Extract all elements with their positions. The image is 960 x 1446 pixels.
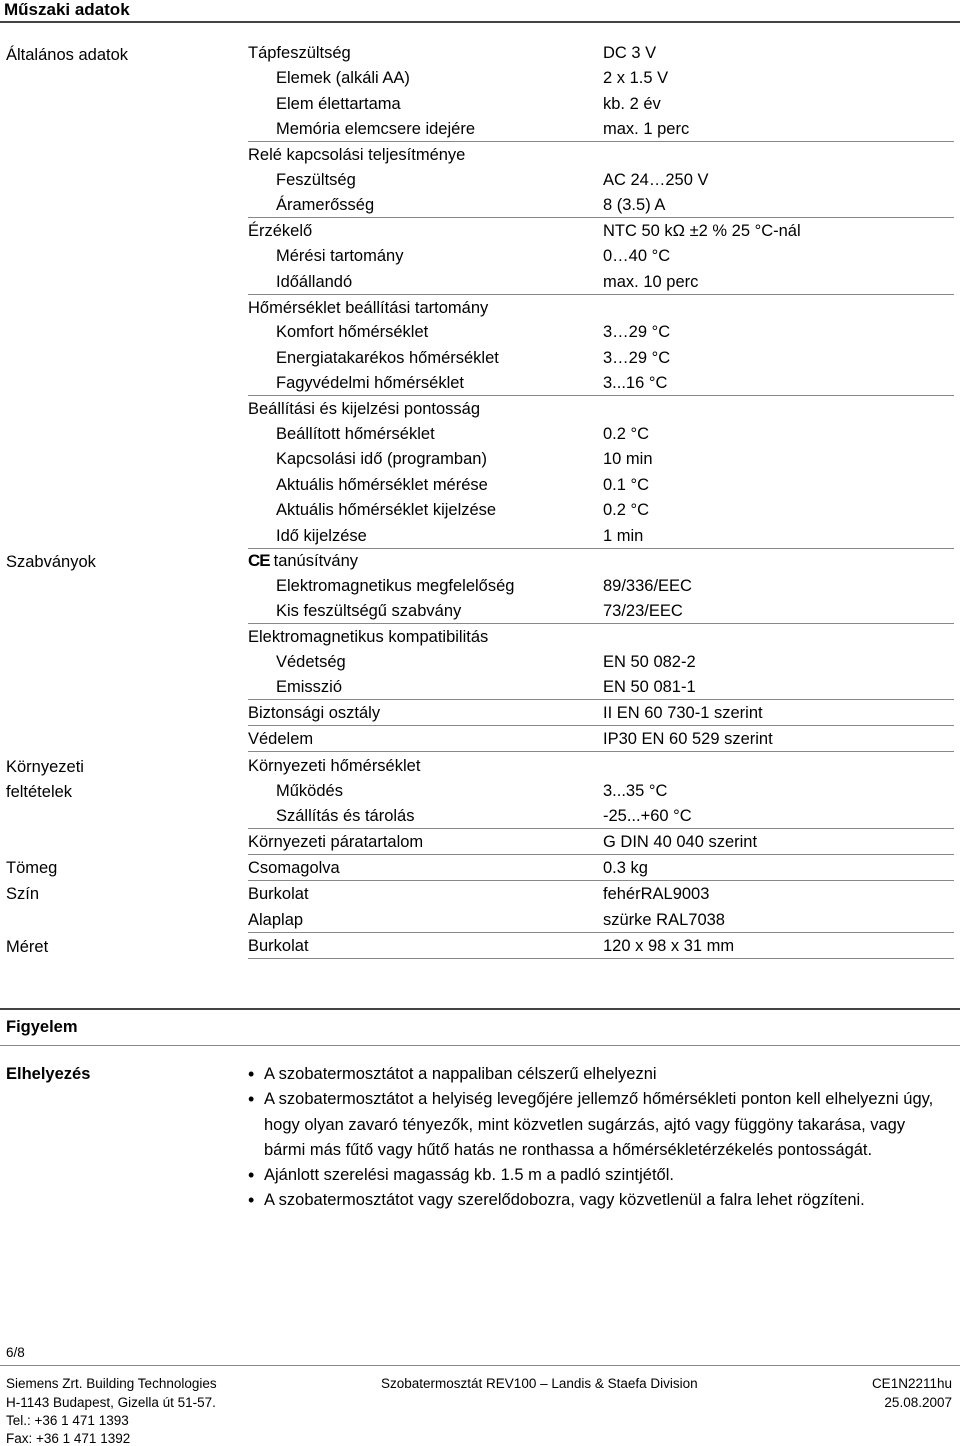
spec-label: Beállítási és kijelzési pontosság	[248, 400, 481, 418]
spec-label: Elemek (alkáli AA)	[276, 69, 410, 87]
list-item: • A szobatermosztátot vagy szerelődobozra, vagy közvetlenül a falra lehet rögzíteni.	[248, 1188, 948, 1213]
spec-label: Mérési tartomány	[276, 247, 404, 265]
footer-doc-id: CE1N2211hu	[871, 1376, 952, 1391]
footer-fax: Fax: +36 1 471 1392	[6, 1431, 131, 1446]
spec-value: 8 (3.5) A	[603, 196, 666, 214]
spec-label: Tápfeszültség	[248, 44, 351, 62]
spec-value: EN 50 082-2	[603, 653, 696, 671]
spec-value: IP30 EN 60 529 szerint	[603, 730, 773, 748]
spec-label: Burkolat	[248, 885, 309, 903]
spec-value: AC 24…250 V	[603, 171, 709, 189]
spec-value: EN 50 081-1	[603, 678, 696, 696]
row-divider	[248, 854, 954, 855]
page-title: Műszaki adatok	[4, 0, 130, 19]
spec-label: Időállandó	[276, 273, 353, 291]
section-general: Általános adatok	[6, 46, 129, 64]
spec-value: fehérRAL9003	[603, 885, 710, 903]
spec-label: Aktuális hőmérséklet kijelzése	[276, 501, 497, 519]
row-divider	[248, 725, 954, 726]
spec-label: Működés	[276, 782, 343, 800]
spec-value: 0.2 °C	[603, 501, 650, 519]
page-number: 6/8	[6, 1345, 25, 1360]
row-divider	[248, 623, 954, 624]
attention-divider	[0, 1045, 960, 1046]
spec-label: Beállított hőmérséklet	[276, 425, 435, 443]
row-divider	[248, 932, 954, 933]
footer-product: Szobatermosztát REV100 – Landis & Staefa Division	[381, 1376, 698, 1391]
spec-value: 0.2 °C	[603, 425, 650, 443]
row-divider	[248, 395, 954, 396]
spec-value: max. 1 perc	[603, 120, 690, 138]
spec-label: Memória elemcsere idejére	[276, 120, 475, 138]
spec-label: Komfort hőmérséklet	[276, 323, 429, 341]
spec-label: Relé kapcsolási teljesítménye	[248, 146, 466, 164]
section-color: Szín	[6, 885, 40, 903]
spec-value: -25...+60 °C	[603, 807, 692, 825]
spec-value: 0…40 °C	[603, 247, 671, 265]
spec-label: Burkolat	[248, 937, 309, 955]
spec-value: 3...35 °C	[603, 782, 668, 800]
section-environment-2: feltételek	[6, 783, 73, 801]
ce-mark-icon: CE	[248, 551, 270, 570]
placement-list	[248, 1062, 948, 1214]
spec-value: G DIN 40 040 szerint	[603, 833, 758, 851]
spec-label: Kapcsolási idő (programban)	[276, 450, 487, 468]
spec-value: max. 10 perc	[603, 273, 699, 291]
footer-tel: Tel.: +36 1 471 1393	[6, 1413, 129, 1428]
spec-value: kb. 2 év	[603, 95, 661, 113]
spec-value: 2 x 1.5 V	[603, 69, 669, 87]
footer-rule	[0, 1365, 960, 1366]
attention-top-rule	[0, 1008, 960, 1010]
title-divider	[0, 21, 960, 23]
section-size: Méret	[6, 938, 49, 956]
row-divider	[248, 699, 954, 700]
spec-value: 3…29 °C	[603, 349, 671, 367]
spec-label: Szállítás és tárolás	[276, 807, 415, 825]
spec-value: 89/336/EEC	[603, 577, 692, 595]
spec-value: 1 min	[603, 527, 644, 545]
spec-label: Aktuális hőmérséklet mérése	[276, 476, 488, 494]
spec-label-text: tanúsítvány	[273, 552, 359, 570]
spec-value: 3…29 °C	[603, 323, 671, 341]
spec-label: Csomagolva	[248, 859, 340, 877]
row-divider	[248, 880, 954, 881]
spec-label: Környezeti páratartalom	[248, 833, 424, 851]
table-bottom-rule	[248, 958, 954, 959]
spec-label: Áramerősség	[276, 196, 375, 214]
spec-value: 73/23/EEC	[603, 602, 683, 620]
spec-label: Környezeti hőmérséklet	[248, 757, 421, 775]
spec-value: II EN 60 730-1 szerint	[603, 704, 763, 722]
row-divider	[248, 548, 954, 549]
row-divider	[248, 751, 954, 752]
row-divider	[248, 217, 954, 218]
row-divider	[248, 294, 954, 295]
spec-label: Emisszió	[276, 678, 343, 696]
spec-value: 10 min	[603, 450, 653, 468]
spec-label: Elektromagnetikus megfelelőség	[276, 577, 515, 595]
row-divider	[248, 828, 954, 829]
spec-label: Energiatakarékos hőmérséklet	[276, 349, 499, 367]
spec-label: Elem élettartama	[276, 95, 401, 113]
spec-value: 0.1 °C	[603, 476, 650, 494]
footer-address: H-1143 Budapest, Gizella út 51-57.	[6, 1395, 216, 1410]
spec-label: Fagyvédelmi hőmérséklet	[276, 374, 464, 392]
footer-company: Siemens Zrt. Building Technologies	[6, 1376, 217, 1391]
spec-label: Alaplap	[248, 911, 304, 929]
spec-label	[248, 551, 358, 571]
list-item: • A szobatermosztátot a helyiség levegőjére jellemző hőmérsékleti ponton kell elhelyezni úgy, hogy olyan zavaró tényezők, mint közvetlen sugárzás, ajtó vagy függöny takarása, vagy bármi más fűtő vagy hűtő hatás ne ronthassa a hőmérsékletérzékelés pontosságát.	[248, 1087, 948, 1163]
spec-label: Érzékelő	[248, 222, 313, 240]
spec-label: Védetség	[276, 653, 346, 671]
section-weight: Tömeg	[6, 859, 58, 877]
spec-value: 3...16 °C	[603, 374, 668, 392]
spec-value: DC 3 V	[603, 44, 657, 62]
footer-date: 25.08.2007	[884, 1395, 952, 1410]
spec-label: Hőmérséklet beállítási tartomány	[248, 299, 489, 317]
list-item: • Ajánlott szerelési magasság kb. 1.5 m a padló szintjétől.	[248, 1163, 948, 1188]
spec-label: Védelem	[248, 730, 314, 748]
spec-value: szürke RAL7038	[603, 911, 725, 929]
spec-label: Elektromagnetikus kompatibilitás	[248, 628, 489, 646]
attention-title: Figyelem	[6, 1018, 78, 1036]
spec-label: Idő kijelzése	[276, 527, 367, 545]
section-standards: Szabványok	[6, 553, 96, 571]
spec-label: Feszültség	[276, 171, 356, 189]
spec-value: 0.3 kg	[603, 859, 648, 877]
spec-value: NTC 50 kΩ ±2 % 25 °C-nál	[603, 222, 801, 240]
spec-label: Kis feszültségű szabvány	[276, 602, 462, 620]
section-environment: Környezeti	[6, 758, 84, 776]
spec-label: Biztonsági osztály	[248, 704, 381, 722]
spec-value: 120 x 98 x 31 mm	[603, 937, 735, 955]
placement-heading: Elhelyezés	[6, 1065, 91, 1083]
row-divider	[248, 141, 954, 142]
list-item: • A szobatermosztátot a nappaliban célszerű elhelyezni	[248, 1062, 948, 1087]
